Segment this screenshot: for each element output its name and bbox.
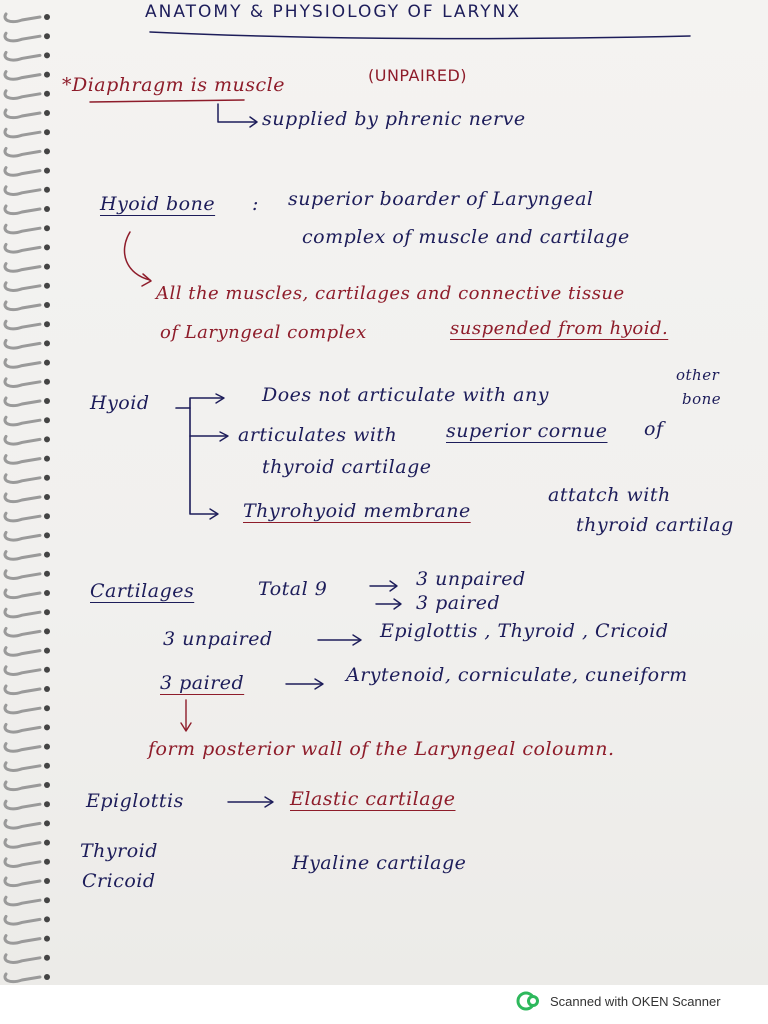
- hyoid-branch-1-bone: bone: [682, 390, 722, 408]
- hyoid-note-1: All the muscles, cartilages and connective tissue: [156, 283, 625, 304]
- binding-hole: [44, 168, 50, 174]
- binding-hole: [44, 244, 50, 250]
- binding-hole: [44, 72, 50, 78]
- spiral-coil: [5, 936, 40, 944]
- hyoid-branch-2a: articulates with: [238, 424, 398, 446]
- binding-hole: [44, 91, 50, 97]
- binding-hole: [44, 782, 50, 788]
- spiral-coil: [5, 206, 40, 214]
- spiral-coil: [5, 532, 40, 540]
- hyoid-branch-2d: thyroid cartilage: [262, 456, 432, 478]
- binding-hole: [44, 302, 50, 308]
- spiral-coil: [5, 33, 40, 41]
- binding-hole: [44, 744, 50, 750]
- binding-hole: [44, 763, 50, 769]
- spiral-binding: [0, 0, 60, 985]
- spiral-coil: [5, 456, 40, 464]
- binding-hole: [44, 936, 50, 942]
- spiral-coil: [5, 840, 40, 848]
- spiral-coil: [5, 667, 40, 675]
- epiglottis-term: Epiglottis: [86, 790, 184, 812]
- hyoid-branch-3c: thyroid cartilag: [576, 514, 734, 536]
- binding-hole: [44, 379, 50, 385]
- binding-hole: [44, 974, 50, 980]
- spiral-coil: [5, 571, 40, 579]
- binding-hole: [44, 897, 50, 903]
- scanner-footer: [516, 990, 721, 1012]
- unpaired-label: 3 unpaired: [163, 628, 273, 650]
- hyoid-bone-def-2: complex of muscle and cartilage: [302, 226, 630, 248]
- binding-hole: [44, 206, 50, 212]
- scanner-label: Scanned with OKEN Scanner: [550, 993, 721, 1009]
- hyoid-bone-term: Hyoid bone: [100, 193, 216, 215]
- binding-hole: [44, 52, 50, 58]
- binding-hole: [44, 859, 50, 865]
- binding-hole: [44, 916, 50, 922]
- spiral-coil: [5, 552, 40, 560]
- binding-hole: [44, 571, 50, 577]
- spiral-coil: [5, 417, 40, 425]
- spiral-coil: [5, 340, 40, 348]
- paired-list: Arytenoid, corniculate, cuneiform: [346, 664, 688, 686]
- hyoid-branch-1-other: other: [676, 366, 720, 384]
- spiral-coil: [5, 398, 40, 406]
- binding-hole: [44, 686, 50, 692]
- spiral-coil: [5, 91, 40, 99]
- spiral-coil: [5, 187, 40, 195]
- binding-hole: [44, 475, 50, 481]
- spiral-coil: [5, 897, 40, 905]
- spiral-coil: [5, 782, 40, 790]
- binding-hole: [44, 628, 50, 634]
- spiral-coil: [5, 379, 40, 387]
- spiral-coil: [5, 590, 40, 598]
- diaphragm-line: *Diaphragm is muscle: [62, 74, 285, 96]
- spiral-coil: [5, 52, 40, 60]
- spiral-coil: [5, 494, 40, 502]
- spiral-coil: [5, 244, 40, 252]
- spiral-coil: [5, 859, 40, 867]
- unpaired-tag: (UNPAIRED): [368, 66, 467, 85]
- spiral-coil: [5, 878, 40, 886]
- spiral-coil: [5, 724, 40, 732]
- spiral-coil: [5, 609, 40, 617]
- hyoid-note-2b: suspended from hyoid.: [450, 318, 669, 339]
- binding-hole: [44, 264, 50, 270]
- binding-hole: [44, 513, 50, 519]
- paired-label: 3 paired: [160, 672, 245, 694]
- binding-hole: [44, 417, 50, 423]
- binding-hole: [44, 398, 50, 404]
- binding-hole: [44, 840, 50, 846]
- spiral-coil: [5, 763, 40, 771]
- unpaired-list: Epiglottis , Thyroid , Cricoid: [380, 620, 669, 642]
- binding-hole: [44, 321, 50, 327]
- binding-hole: [44, 33, 50, 39]
- binding-hole: [44, 878, 50, 884]
- spiral-coil: [5, 110, 40, 118]
- spiral-coil: [5, 283, 40, 291]
- spiral-coil: [5, 168, 40, 176]
- spiral-coil: [5, 628, 40, 636]
- elastic-cartilage: Elastic cartilage: [290, 788, 456, 810]
- cartilages-total: Total 9: [258, 578, 328, 600]
- binding-hole: [44, 532, 50, 538]
- hyoid-branch-3a: Thyrohyoid membrane: [243, 500, 471, 522]
- spiral-coil: [5, 264, 40, 272]
- binding-hole: [44, 225, 50, 231]
- binding-hole: [44, 129, 50, 135]
- binding-hole: [44, 667, 50, 673]
- spiral-coil: [5, 148, 40, 156]
- hyoid-bone-def-1: superior boarder of Laryngeal: [288, 188, 594, 210]
- binding-hole: [44, 360, 50, 366]
- spiral-coil: [5, 974, 40, 982]
- spiral-coil: [5, 475, 40, 483]
- cricoid-term: Cricoid: [82, 870, 156, 892]
- cartilages-term: Cartilages: [90, 580, 195, 602]
- binding-hole: [44, 283, 50, 289]
- hyoid-branch-2c: of: [644, 418, 664, 440]
- spiral-coil: [5, 820, 40, 828]
- hyoid-bone-colon: :: [252, 193, 259, 215]
- spiral-coil: [5, 14, 40, 22]
- binding-hole: [44, 609, 50, 615]
- unpaired-count: 3 unpaired: [416, 568, 526, 590]
- paired-count: 3 paired: [416, 592, 501, 614]
- hyoid-branch-3b: attatch with: [548, 484, 671, 506]
- binding-hole: [44, 552, 50, 558]
- spiral-coil: [5, 955, 40, 963]
- binding-hole: [44, 14, 50, 20]
- page-title: ANATOMY & PHYSIOLOGY OF LARYNX: [145, 2, 522, 22]
- spiral-coil: [5, 321, 40, 329]
- phrenic-supply: supplied by phrenic nerve: [262, 108, 526, 130]
- binding-hole: [44, 456, 50, 462]
- spiral-coil: [5, 686, 40, 694]
- binding-hole: [44, 148, 50, 154]
- binding-hole: [44, 340, 50, 346]
- binding-hole: [44, 724, 50, 730]
- spiral-coil: [5, 705, 40, 713]
- spiral-coil: [5, 302, 40, 310]
- spiral-coil: [5, 744, 40, 752]
- binding-hole: [44, 590, 50, 596]
- binding-hole: [44, 187, 50, 193]
- thyroid-term: Thyroid: [80, 840, 158, 862]
- spiral-coil: [5, 916, 40, 924]
- spiral-coil: [5, 648, 40, 656]
- hyoid-note-2a: of Laryngeal complex: [160, 322, 367, 343]
- binding-hole: [44, 820, 50, 826]
- spiral-coil: [5, 129, 40, 137]
- hyoid-term: Hyoid: [90, 392, 150, 414]
- binding-hole: [44, 648, 50, 654]
- scanner-logo-icon: [516, 991, 542, 1011]
- binding-hole: [44, 801, 50, 807]
- hyaline-cartilage: Hyaline cartilage: [292, 852, 467, 874]
- spiral-coil: [5, 513, 40, 521]
- binding-hole: [44, 494, 50, 500]
- spiral-coil: [5, 72, 40, 80]
- binding-hole: [44, 110, 50, 116]
- binding-hole: [44, 955, 50, 961]
- paired-note: form posterior wall of the Laryngeal coloumn.: [148, 738, 615, 760]
- binding-hole: [44, 436, 50, 442]
- spiral-coil: [5, 436, 40, 444]
- spiral-coil: [5, 801, 40, 809]
- hyoid-branch-1: Does not articulate with any: [262, 384, 549, 406]
- spiral-coil: [5, 225, 40, 233]
- spiral-coil: [5, 360, 40, 368]
- binding-hole: [44, 705, 50, 711]
- hyoid-branch-2b: superior cornue: [446, 420, 608, 442]
